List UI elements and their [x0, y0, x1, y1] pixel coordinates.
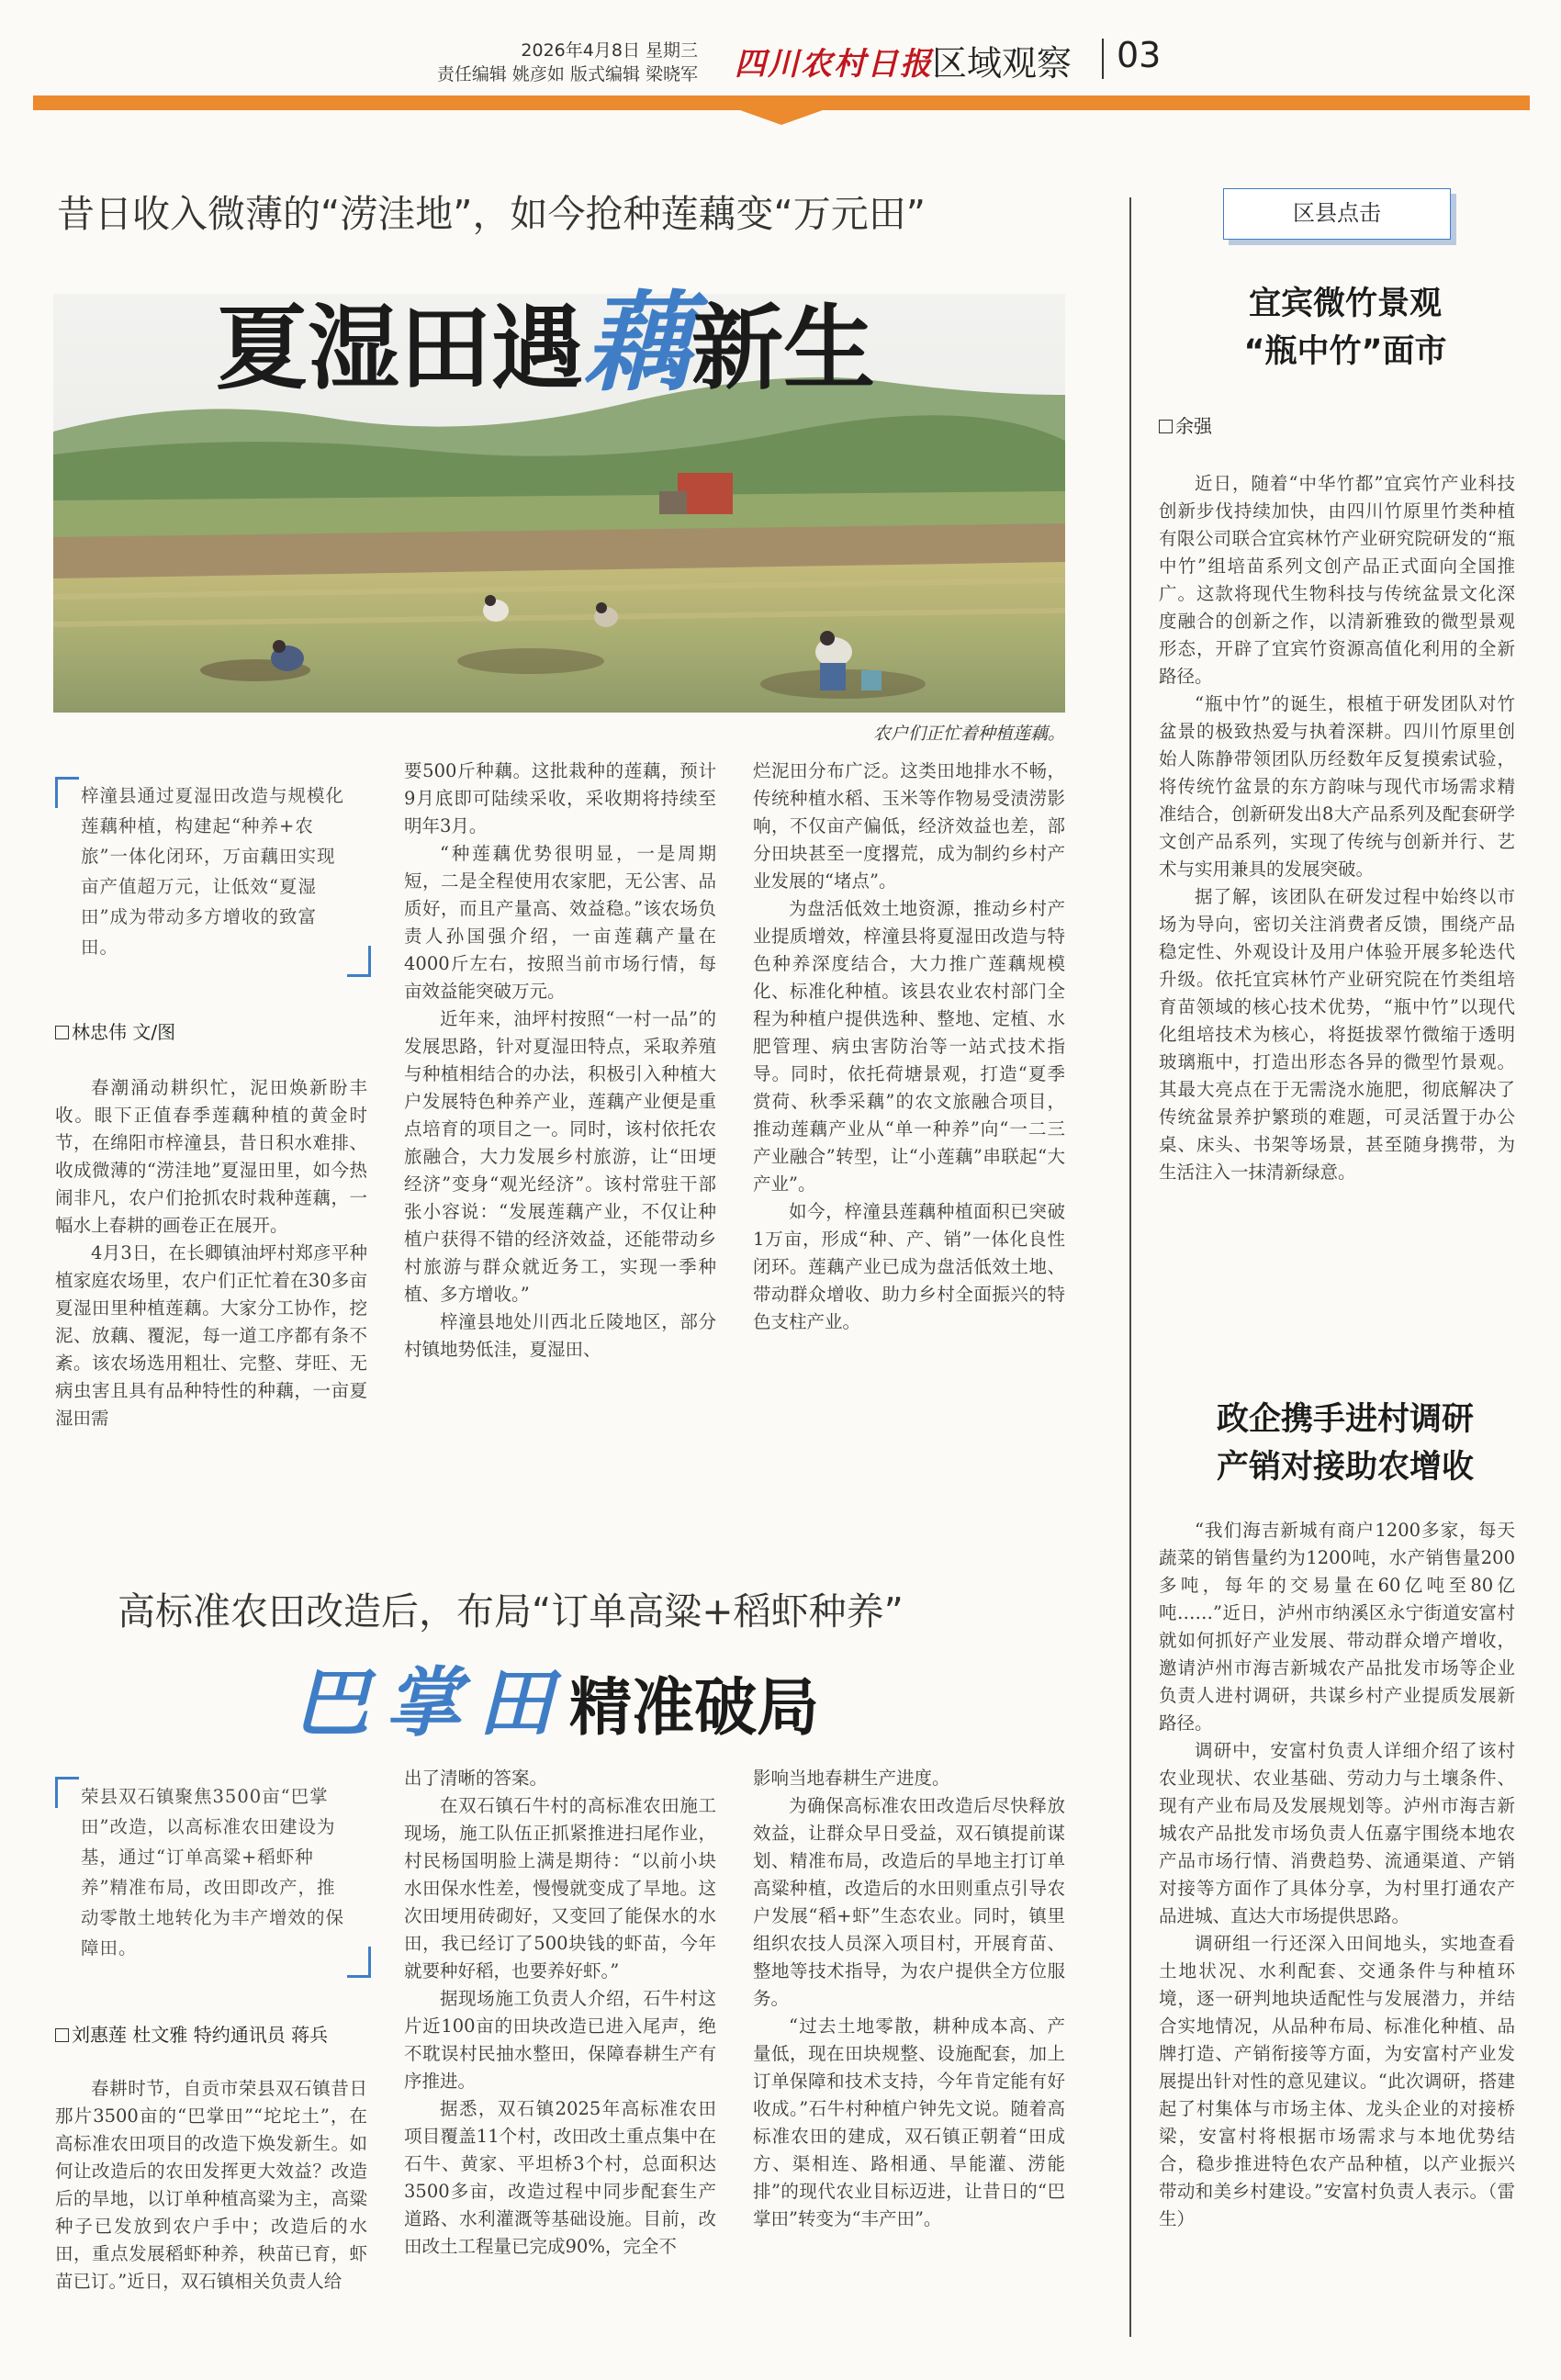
byline-box-icon [55, 2028, 69, 2042]
paragraph: 近年来，油坪村按照“一村一品”的发展思路，针对夏湿田特点，采取养殖与种植相结合的办法，积极引入种植大户发展特色种养产业，莲藕产业便是重点培育的项目之一。同时，该村依托农旅融合，大力发展乡村旅游，让“田埂经济”变身“观光经济”。该村常驻干部张小容说：“发展莲藕产业，不仅让种植户获得不错的经济效益，还能带动乡村旅游与群众就近务工，实现一季种植、多方增收。” [404, 1008, 716, 1305]
sidebar-news1-body [1159, 470, 1515, 1186]
article2-kicker: 高标准农田改造后，布局“订单高粱+稻虾种养” [118, 1589, 904, 1633]
title-line: 宜宾微竹景观 [1248, 286, 1442, 322]
header-divider [1102, 39, 1104, 79]
article1-column-3 [753, 758, 1065, 1336]
paragraph: 调研中，安富村负责人详细介绍了该村农业现状、农业基础、劳动力与土壤条件、现有产业布局及发展规划等。泸州市海吉新城农产品批发市场负责人伍嘉宇围绕本地农产品市场行情、消费趋势、流通渠道、产销对接等方面作了具体分享，为村里打通农产品进城、直达大市场提供思路。 [1159, 1740, 1515, 1926]
article1-byline-text: 林忠伟 文/图 [72, 1021, 176, 1043]
page-number: 03 [1117, 35, 1162, 75]
paragraph: “我们海吉新城有商户1200多家，每天蔬菜的销售量约为1200吨，水产销售量200多吨，每年的交易量在60亿吨至80亿吨……”近日，泸州市纳溪区永宁街道安富村就如何抓好产业发展、带动群众增产增收，邀请泸州市海吉新城农产品批发市场等企业负责人进村调研，共谋乡村产业提质发展新路径。 [1159, 1520, 1515, 1734]
paragraph: 据现场施工负责人介绍，石牛村这片近100亩的田块改造已进入尾声，绝不耽误村民抽水整田，保障春耕生产有序推进。 [404, 1988, 716, 2092]
sidebar-badge: 区县点击 [1223, 188, 1451, 240]
article2-column-3 [753, 1765, 1065, 2233]
summary-bracket-open [55, 777, 79, 808]
sidebar-news1-byline [1159, 411, 1212, 438]
article1-headline-part1: 夏湿田遇 [216, 295, 583, 402]
paragraph: 近日，随着“中华竹都”宜宾竹产业科技创新步伐持续加快，由四川竹原里竹类种植有限公司联合宜宾林竹产业研究院研发的“瓶中竹”组培苗系列文创产品正式面向全国推广。这款将现代生物科技与传统盆景文化深度融合的创新之作，以清新雅致的微型景观形态，开辟了宜宾竹资源高值化利用的全新路径。 [1159, 473, 1515, 687]
article1-column-2 [404, 758, 716, 1364]
article1-headline-emphasis: 藕 [583, 278, 692, 406]
article2-byline [55, 2020, 328, 2047]
column-divider [1129, 197, 1131, 2337]
paragraph: 影响当地春耕生产进度。 [753, 1768, 950, 1789]
article1-column-1 [55, 1074, 367, 1432]
article1-summary: 梓潼县通过夏湿田改造与规模化莲藕种植，构建起“种养+农旅”一体化闭环，万亩藕田实现亩产值超万元，让低效“夏湿田”成为带动多方增收的致富田。 [81, 785, 345, 958]
paragraph: “瓶中竹”的诞生，根植于研发团队对竹盆景的极致热爱与执着深耕。四川竹原里创始人陈静带领团队历经数年反复摸索试验，将传统竹盆景的东方韵味与现代市场需求精准结合，创新研发出8大产品系列及配套研学文创产品系列，实现了传统与创新并行、艺术与实用兼具的发展突破。 [1159, 693, 1515, 880]
paragraph: “过去土地零散，耕种成本高、产量低，现在田块规整、设施配套，加上订单保障和技术支持，今年肯定能有好收成。”石牛村种植户钟先文说。随着高标准农田的建成，双石镇正朝着“田成方、渠相连、路相通、旱能灌、涝能排”的现代农业目标迈进，让昔日的“巴掌田”转变为“丰产田”。 [753, 2015, 1065, 2229]
article1-headline-part2: 新生 [691, 295, 876, 402]
sidebar-news1-title [1152, 280, 1538, 376]
sidebar-news2-title [1152, 1396, 1538, 1491]
paragraph: 梓潼县地处川西北丘陵地区，部分村镇地势低洼，夏湿田、 [404, 1311, 716, 1360]
masthead-meta [395, 39, 698, 86]
paragraph: “种莲藕优势很明显，一是周期短，二是全程使用农家肥，无公害、品质好，而且产量高、效益稳。”该农场负责人孙国强介绍，一亩莲藕产量在4000斤左右，按照当前市场行情，每亩效益能突破万元。 [404, 843, 716, 1002]
paragraph: 在双石镇石牛村的高标准农田施工现场，施工队伍正抓紧推进扫尾作业，村民杨国明脸上满是期待：“以前小块水田保水性差，慢慢就变成了旱地。这次田埂用砖砌好，又变回了能保水的水田，我已经订了500块钱的虾苗，今年就要种好稻，也要养好虾。” [404, 1795, 716, 1981]
article1-headline [216, 255, 875, 411]
article1-byline [55, 1017, 175, 1044]
header-ribbon [33, 92, 1530, 129]
summary-bracket-open [55, 1777, 79, 1808]
summary-bracket-close [347, 946, 371, 977]
article2-headline-emphasis: 巴掌田 [294, 1659, 569, 1747]
paragraph: 春潮涌动耕织忙，泥田焕新盼丰收。眼下正值春季莲藕种植的黄金时节，在绵阳市梓潼县，昔日积水难排、收成微薄的“涝洼地”夏湿田里，如今热闹非凡，农户们抢抓农时栽种莲藕，一幅水上春耕的画卷正在展开。 [55, 1077, 367, 1236]
paragraph: 要500斤种藕。这批栽种的莲藕，预计9月底即可陆续采收，采收期将持续至明年3月。 [404, 760, 716, 836]
title-line: 政企携手进村调研 [1216, 1401, 1474, 1438]
title-line: 产销对接助农增收 [1216, 1449, 1474, 1486]
byline-box-icon [1159, 420, 1173, 433]
paragraph: 出了清晰的答案。 [404, 1768, 548, 1789]
paragraph: 据了解，该团队在研发过程中始终以市场为导向，密切关注消费者反馈，围绕产品稳定性、外观设计及用户体验开展多轮迭代升级。依托宜宾林竹产业研究院在竹类组培育苗领域的核心技术优势，“瓶中竹”以现代化组培技术为核心，将挺拔翠竹微缩于透明玻璃瓶中，打造出形态各异的微型竹景观。其最大亮点在于无需浇水施肥，彻底解决了传统盆景养护繁琐的难题，可灵活置于办公桌、床头、书架等场景，甚至随身携带，为生活注入一抹清新绿意。 [1159, 886, 1515, 1183]
paragraph: 调研组一行还深入田间地头，实地查看土地状况、水利配套、交通条件与种植环境，逐一研判地块适配性与发展潜力，并结合实地情况，从品种布局、标准化种植、品牌打造、产销衔接等方面，为安富村产业发展提出针对性的意见建议。“此次调研，搭建起了村集体与市场主体、龙头企业的对接桥梁，安富村将根据市场需求与本地优势结合，稳步推进特色农产品种植，以产业振兴带动和美乡村建设。”安富村负责人表示。（雷生） [1159, 1933, 1515, 2229]
issue-date: 2026年4月8日 星期三 [521, 40, 698, 61]
photo-caption: 农户们正忙着种植莲藕。 [872, 724, 1065, 744]
paragraph: 4月3日，在长卿镇油坪村郑彦平种植家庭农场里，农户们正忙着在30多亩夏湿田里种植莲藕。大家分工协作，挖泥、放藕、覆泥，每一道工序都有条不紊。该农场选用粗壮、完整、芽旺、无病虫害且具有品种特性的种藕，一亩夏湿田需 [55, 1242, 367, 1429]
paragraph: 据悉，双石镇2025年高标准农田项目覆盖11个村，改田改土重点集中在石牛、黄家、平坦桥3个村，总面积达3500多亩，改造过程中同步配套生产道路、水利灌溉等基础设施。目前，改田改土工程量已完成90%，完全不 [404, 2098, 716, 2257]
paragraph: 烂泥田分布广泛。这类田地排水不畅，传统种植水稻、玉米等作物易受渍涝影响，不仅亩产偏低，经济效益也差，部分田块甚至一度撂荒，成为制约乡村产业发展的“堵点”。 [753, 760, 1065, 892]
article1-kicker: 昔日收入微薄的“涝洼地”，如今抢种莲藕变“万元田” [57, 192, 926, 236]
article2-column-2 [404, 1765, 716, 2261]
article2-headline [294, 1644, 819, 1751]
newspaper-logo: 四川农村日报 [735, 46, 933, 83]
article2-summary: 荣县双石镇聚焦3500亩“巴掌田”改造，以高标准农田建设为基，通过“订单高粱+稻虾种养”精准布局，改田即改产，推动零散土地转化为丰产增效的保障田。 [81, 1786, 345, 1959]
paragraph: 为确保高标准农田改造后尽快释放效益，让群众早日受益，双石镇提前谋划、精准布局，改造后的旱地主打订单高粱种植，改造后的水田则重点引导农户发展“稻+虾”生态农业。同时，镇里组织农技人员深入项目村，开展育苗、整地等技术指导，为农户提供全方位服务。 [753, 1795, 1065, 2009]
paragraph: 春耕时节，自贡市荣县双石镇昔日那片3500亩的“巴掌田”“坨坨土”，在高标准农田项目的改造下焕发新生。如何让改造后的农田发挥更大效益？改造后的旱地，以订单种植高粱为主，高粱种子已发放到农户手中；改造后的水田，重点发展稻虾种养，秧苗已育，虾苗已订。”近日，双石镇相关负责人给 [55, 2078, 367, 2292]
sidebar-news2-body [1159, 1517, 1515, 2233]
byline-box-icon [55, 1026, 69, 1039]
sidebar-news1-byline-text: 余强 [1175, 415, 1212, 437]
article2-byline-text: 刘惠莲 杜文雅 特约通讯员 蒋兵 [72, 2024, 329, 2046]
paragraph: 如今，梓潼县莲藕种植面积已突破1万亩，形成“种、产、销”一体化良性闭环。莲藕产业已成为盘活低效土地、带动群众增收、助力乡村全面振兴的特色支柱产业。 [753, 1201, 1065, 1332]
editor-line: 责任编辑 姚彦如 版式编辑 梁晓军 [436, 64, 698, 84]
article2-column-1 [55, 2075, 367, 2296]
article2-headline-rest: 精准破局 [569, 1672, 820, 1745]
summary-bracket-close [347, 1947, 371, 1978]
title-line: “瓶中竹”面市 [1243, 333, 1447, 370]
section-name: 区域观察 [932, 43, 1072, 84]
paragraph: 为盘活低效土地资源，推动乡村产业提质增效，梓潼县将夏湿田改造与特色种养深度结合，大力推广莲藕规模化、标准化种植。该县农业农村部门全程为种植户提供选种、整地、定植、水肥管理、病虫害防治等一站式技术指导。同时，依托荷塘景观，打造“夏季赏荷、秋季采藕”的农文旅融合项目，推动莲藕产业从“单一种养”向“一二三产业融合”转型，让“小莲藕”串联起“大产业”。 [753, 898, 1065, 1195]
